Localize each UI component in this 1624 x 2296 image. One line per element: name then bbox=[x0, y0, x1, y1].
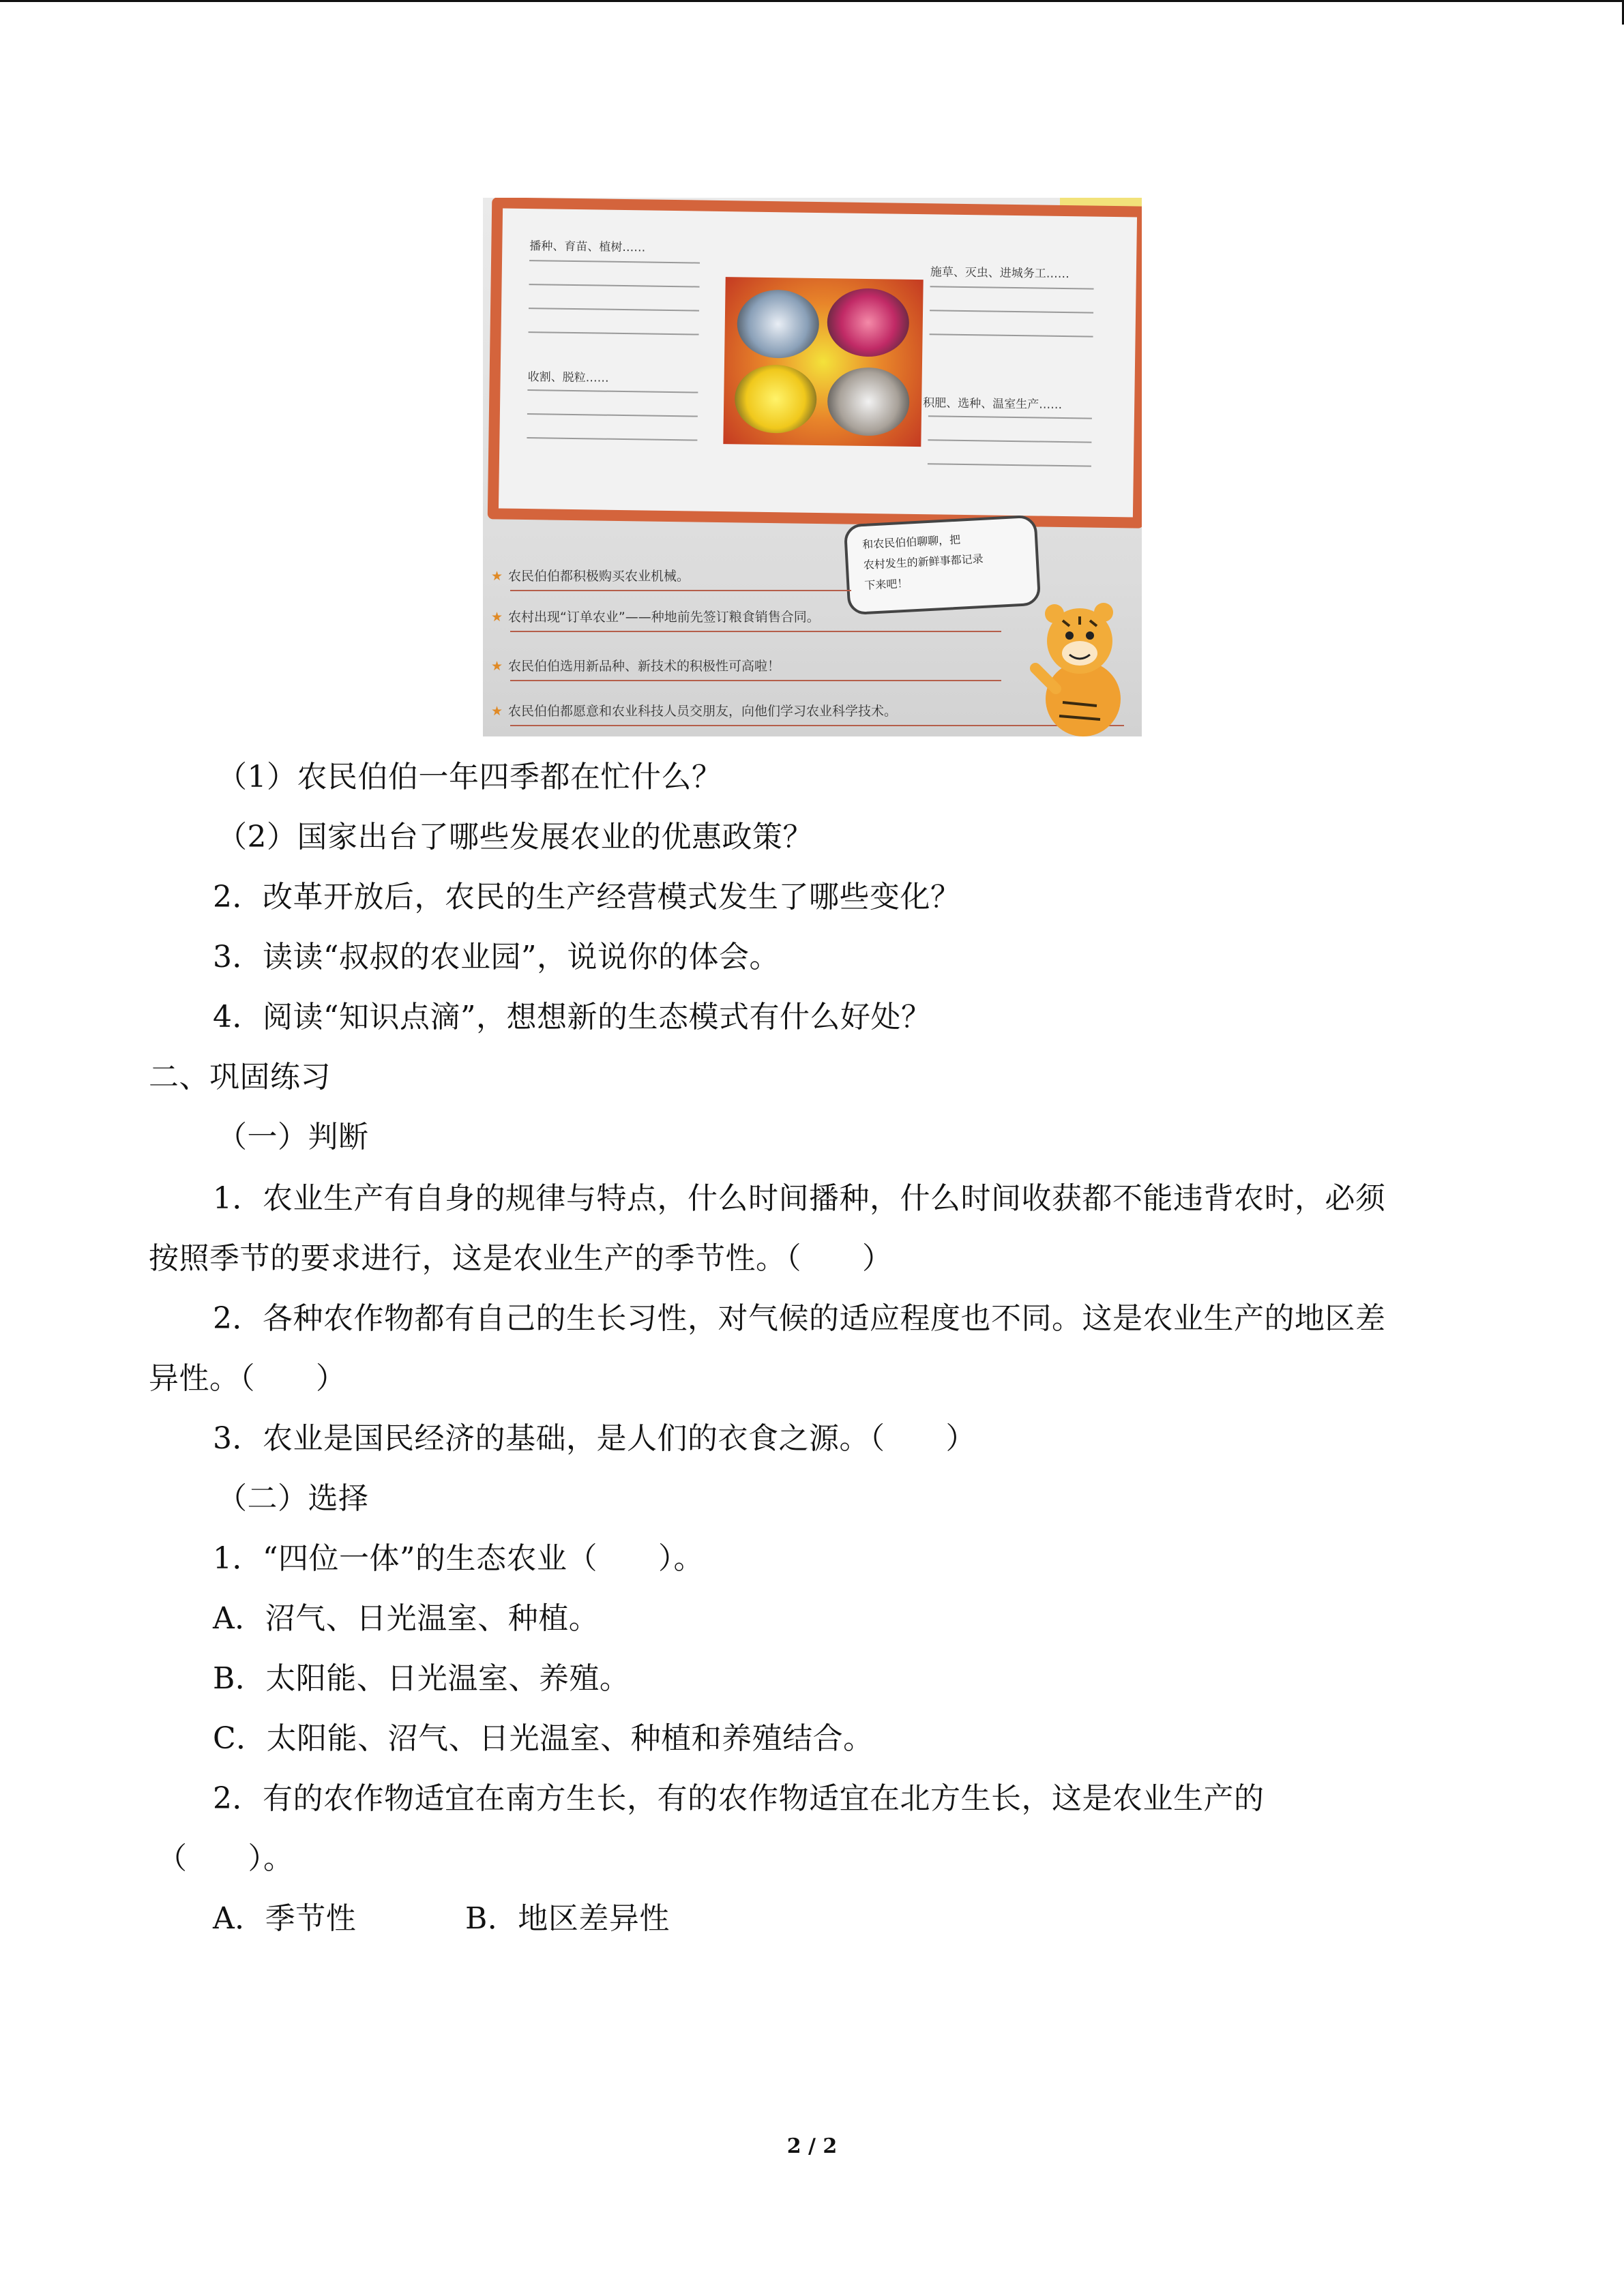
star-icon: ★ bbox=[491, 659, 503, 674]
choice-1: 1．“四位一体”的生态农业（ ）。 bbox=[213, 1541, 704, 1576]
choice-2-option-a: A．季节性 bbox=[213, 1901, 357, 1936]
tiger-mascot-icon bbox=[1022, 586, 1131, 736]
board-label-spring: 播种、育苗、植树…… bbox=[529, 239, 646, 255]
four-seasons-flowers bbox=[723, 277, 923, 447]
board-rule bbox=[529, 331, 699, 335]
judge-1-line-2: 按照季节的要求进行，这是农业生产的季节性。（ ） bbox=[149, 1241, 893, 1276]
subsection-choice: （二）选择 bbox=[217, 1481, 369, 1516]
section-heading-practice: 二、巩固练习 bbox=[149, 1060, 331, 1094]
question-4: 4．阅读“知识点滴”，想想新的生态模式有什么好处？ bbox=[213, 1000, 932, 1034]
star-icon: ★ bbox=[491, 704, 503, 719]
bullet-underline bbox=[510, 631, 1001, 632]
board-label-winter: 积肥、选种、温室生产…… bbox=[923, 396, 1063, 413]
board-label-autumn: 收割、脱粒…… bbox=[527, 370, 609, 385]
speech-line: 农村发生的新鲜事都记录 bbox=[863, 552, 984, 572]
board-rule bbox=[930, 333, 1093, 337]
bullet-underline bbox=[510, 680, 1001, 681]
judge-3: 3．农业是国民经济的基础，是人们的衣食之源。（ ） bbox=[213, 1421, 976, 1456]
plum-blossom-icon bbox=[737, 289, 819, 359]
question-1-1: （1）农民伯伯一年四季都在忙什么？ bbox=[217, 760, 722, 794]
choice-2-line-1: 2．有的农作物适宜在南方生长，有的农作物适宜在北方生长，这是农业生产的 bbox=[213, 1781, 1265, 1816]
board-rule bbox=[930, 286, 1094, 289]
winter-plum-icon bbox=[827, 367, 910, 436]
chrysanthemum-icon bbox=[735, 364, 817, 434]
board-rule bbox=[928, 439, 1091, 443]
judge-2-line-2: 异性。（ ） bbox=[149, 1361, 346, 1396]
question-2: 2．改革开放后，农民的生产经营模式发生了哪些变化？ bbox=[213, 880, 961, 914]
bullet-item: ★ 农村出现“订单农业”——种地前先签订粮食销售合同。 bbox=[491, 610, 820, 625]
question-3: 3．读读“叔叔的农业园”，说说你的体会。 bbox=[213, 940, 780, 974]
bullet-item: ★ 农民伯伯都愿意和农业科技人员交朋友，向他们学习农业科学技术。 bbox=[491, 704, 898, 719]
judge-2-line-1: 2．各种农作物都有自己的生长习性，对气候的适应程度也不同。这是农业生产的地区差 bbox=[213, 1301, 1386, 1336]
bullet-item: ★ 农民伯伯选用新品种、新技术的积极性可高啦！ bbox=[491, 659, 781, 674]
star-icon: ★ bbox=[491, 569, 503, 584]
lotus-flower-icon bbox=[827, 288, 909, 357]
subsection-true-false: （一）判断 bbox=[217, 1120, 369, 1154]
board-rule bbox=[527, 389, 698, 393]
bullet-underline bbox=[510, 590, 851, 591]
board-rule bbox=[529, 284, 700, 287]
board-rule bbox=[930, 310, 1093, 313]
board-rule bbox=[928, 463, 1091, 466]
speech-line: 下来吧！ bbox=[863, 576, 909, 592]
board-label-summer: 施草、灭虫、进城务工…… bbox=[930, 265, 1069, 282]
board-rule bbox=[527, 413, 698, 417]
choice-1-option-c: C．太阳能、沼气、日光温室、种植和养殖结合。 bbox=[213, 1721, 874, 1756]
top-border bbox=[0, 0, 1624, 2]
bullet-item: ★ 农民伯伯都积极购买农业机械。 bbox=[491, 569, 690, 584]
choice-1-option-a: A．沼气、日光温室、种植。 bbox=[213, 1601, 600, 1636]
choice-2-option-b: B．地区差异性 bbox=[465, 1901, 670, 1936]
textbook-photo bbox=[483, 198, 1142, 736]
board-rule bbox=[527, 437, 697, 441]
choice-2-line-2: （ ）。 bbox=[157, 1841, 294, 1876]
board-rule bbox=[928, 415, 1092, 419]
judge-1-line-1: 1．农业生产有自身的规律与特点，什么时间播种，什么时间收获都不能违背农时，必须 bbox=[213, 1181, 1386, 1216]
question-1-2: （2）国家出台了哪些发展农业的优惠政策？ bbox=[217, 820, 813, 854]
board-rule bbox=[529, 308, 699, 311]
speech-line: 和农民伯伯聊聊，把 bbox=[861, 533, 961, 552]
speech-bubble bbox=[844, 515, 1042, 616]
bulletin-board bbox=[488, 198, 1142, 528]
star-icon: ★ bbox=[491, 610, 503, 625]
board-rule bbox=[529, 260, 700, 263]
choice-1-option-b: B．太阳能、日光温室、养殖。 bbox=[213, 1661, 630, 1696]
page-number: 2 / 2 bbox=[786, 2134, 838, 2158]
